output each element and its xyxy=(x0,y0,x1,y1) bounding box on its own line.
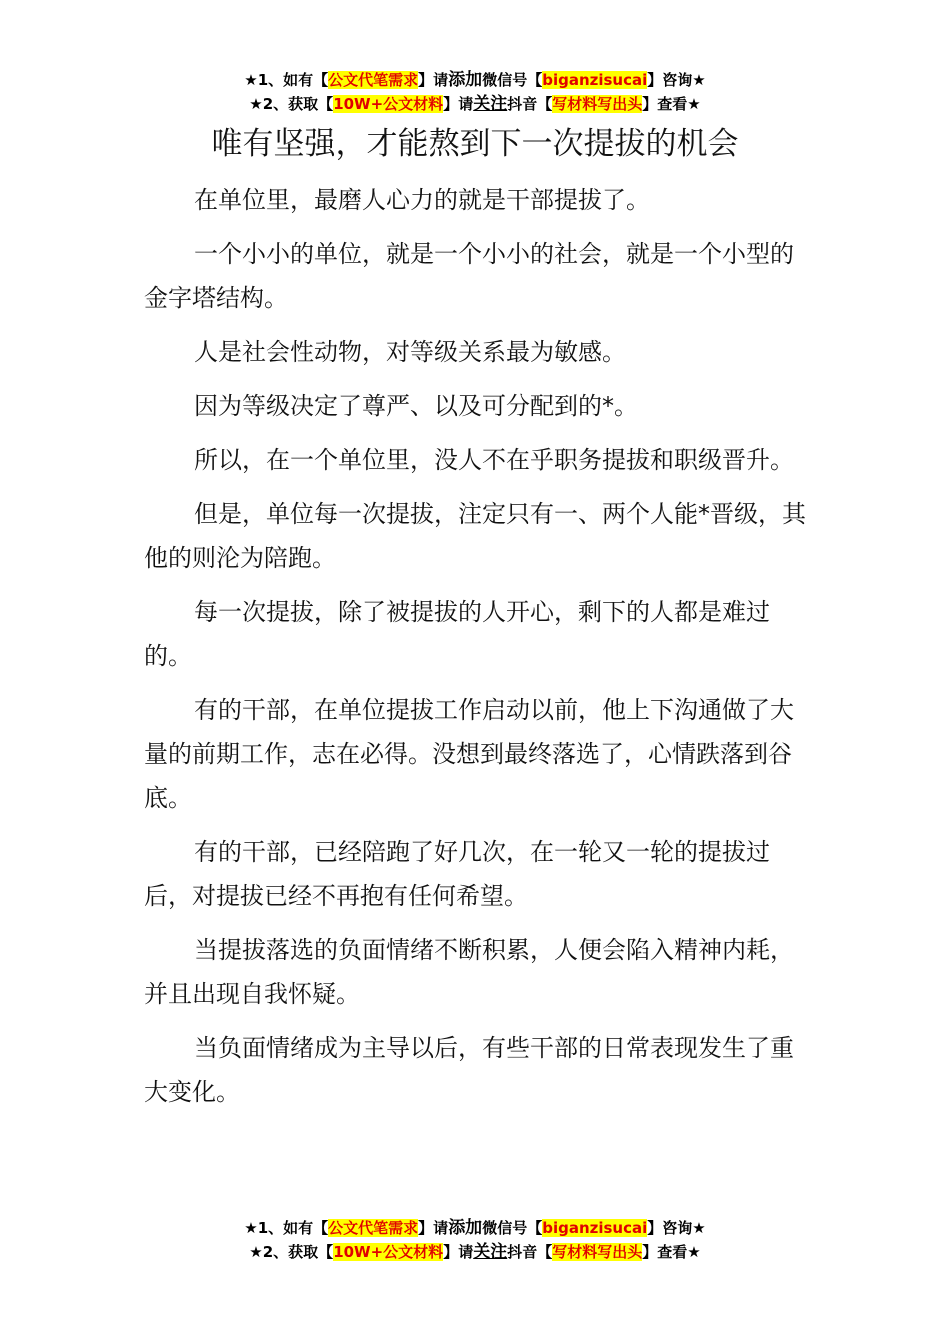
paragraph: 因为等级决定了尊严、以及可分配到的*。 xyxy=(194,392,638,420)
header-banner xyxy=(0,68,950,116)
banner-highlight: 公文代笔需求 xyxy=(328,1219,419,1237)
banner-line-2: ★2、获取【10W+公文材料】请关注抖音【写材料写出头】查看★ xyxy=(249,1242,701,1262)
wechat-id-highlight: biganzisucai xyxy=(542,71,648,89)
banner-line-2: ★2、获取【10W+公文材料】请关注抖音【写材料写出头】查看★ xyxy=(249,94,701,114)
banner-line-1: ★1、如有【公文代笔需求】请添加微信号【biganzisucai】咨询★ xyxy=(244,1218,706,1238)
banner-highlight: 10W+公文材料 xyxy=(333,95,444,113)
paragraph: 每一次提拔，除了被提拔的人开心，剩下的人都是难过的。 xyxy=(144,598,770,670)
wechat-id-highlight: biganzisucai xyxy=(542,1219,648,1237)
paragraph: 所以，在一个单位里，没人不在乎职务提拔和职级晋升。 xyxy=(194,446,794,474)
douyin-highlight: 写材料写出头 xyxy=(552,1243,643,1261)
paragraph: 一个小小的单位，就是一个小小的社会，就是一个小型的金字塔结构。 xyxy=(144,240,794,312)
paragraph: 当负面情绪成为主导以后，有些干部的日常表现发生了重大变化。 xyxy=(144,1034,794,1106)
banner-highlight: 10W+公文材料 xyxy=(333,1243,444,1261)
document-body xyxy=(144,178,814,1124)
document-title: 唯有坚强，才能熬到下一次提拔的机会 xyxy=(211,126,739,162)
paragraph: 当提拔落选的负面情绪不断积累，人便会陷入精神内耗，并且出现自我怀疑。 xyxy=(144,936,794,1008)
banner-line-1: ★1、如有【公文代笔需求】请添加微信号【biganzisucai】咨询★ xyxy=(244,70,706,90)
douyin-highlight: 写材料写出头 xyxy=(552,95,643,113)
paragraph: 有的干部，在单位提拔工作启动以前，他上下沟通做了大量的前期工作，志在必得。没想到最终落选了，心情跌落到谷底。 xyxy=(144,696,794,812)
paragraph: 人是社会性动物，对等级关系最为敏感。 xyxy=(194,338,626,366)
paragraph: 在单位里，最磨人心力的就是干部提拔了。 xyxy=(194,186,650,214)
footer-banner xyxy=(0,1216,950,1264)
banner-highlight: 公文代笔需求 xyxy=(328,71,419,89)
paragraph: 有的干部，已经陪跑了好几次，在一轮又一轮的提拔过后，对提拔已经不再抱有任何希望。 xyxy=(144,838,770,910)
paragraph: 但是，单位每一次提拔，注定只有一、两个人能*晋级，其他的则沦为陪跑。 xyxy=(144,500,806,572)
